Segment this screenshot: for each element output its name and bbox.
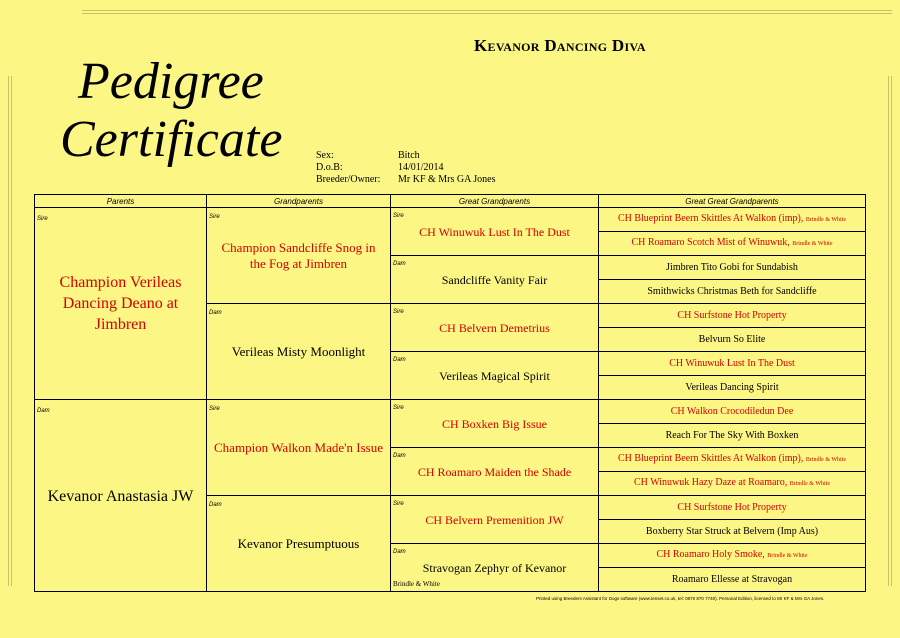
info-value: 14/01/2014 <box>398 162 444 173</box>
role-label: Sire <box>393 405 404 411</box>
colour-note: Brindle & White <box>789 481 830 487</box>
parent-name: Champion Verileas Dancing Deano at Jimbren <box>59 274 182 333</box>
frame-line-top-inner <box>82 13 892 14</box>
great-grandparent-name: CH Belvern Demetrius <box>439 320 550 335</box>
great-great-grandparent-cell <box>599 280 865 304</box>
great-grandparent-name: Sandcliffe Vanity Fair <box>441 272 548 287</box>
great-great-grandparent-cell <box>599 472 865 496</box>
great-great-grandparent-cell <box>599 328 865 352</box>
great-grandparent-name: Verileas Magical Spirit <box>439 368 550 383</box>
great-great-grandparent-cell <box>599 520 865 544</box>
role-label: Dam <box>393 357 406 363</box>
great-great-grandparent-cell <box>599 496 865 520</box>
grandparent-cell <box>207 400 391 496</box>
great-great-grandparent-cell <box>599 352 865 376</box>
great-great-grandparent-name: Verileas Dancing Spirit <box>685 381 779 393</box>
great-great-grandparent-cell <box>599 544 865 568</box>
header-parents: Parents <box>35 195 207 208</box>
great-great-grandparent-cell <box>599 304 865 328</box>
great-great-grandparent-name: Boxberry Star Struck at Belvern (Imp Aus) <box>645 525 819 537</box>
role-label: Dam <box>393 453 406 459</box>
info-value: Mr KF & Mrs GA Jones <box>398 174 496 185</box>
info-value: Bitch <box>398 150 420 161</box>
great-grandparent-name: CH Roamaro Maiden the Shade <box>417 464 572 479</box>
great-grandparent-cell <box>391 304 599 352</box>
parent-name: Kevanor Anastasia JW <box>47 487 194 505</box>
great-great-grandparent-name: Jimbren Tito Gobi for Sundabish <box>666 261 798 273</box>
frame-line-left-inner <box>11 76 12 586</box>
role-label: Sire <box>393 213 404 219</box>
frame-line-right-inner <box>891 76 892 586</box>
role-label: Dam <box>37 408 50 414</box>
role-label: Dam <box>393 261 406 267</box>
colour-note: Brindle & White <box>767 553 808 559</box>
great-great-grandparent-name: CH Roamaro Scotch Mist of Winuwuk, <box>631 237 790 248</box>
dog-name: Kevanor Dancing Diva <box>474 36 646 55</box>
great-great-grandparent-cell <box>599 424 865 448</box>
great-great-grandparent-name: CH Roamaro Holy Smoke, <box>656 549 765 560</box>
colour-note: Brindle & White <box>792 241 833 247</box>
great-great-grandparent-cell <box>599 568 865 592</box>
role-label: Dam <box>209 310 222 316</box>
frame-line-left <box>8 76 9 586</box>
info-label: D.o.B: <box>316 162 343 173</box>
grandparent-name: Champion Sandcliffe Snog in the Fog at Jimbren <box>221 239 376 271</box>
grandparent-cell <box>207 496 391 592</box>
great-grandparent-cell <box>391 208 599 256</box>
info-label: Sex: <box>316 150 334 161</box>
great-great-grandparent-cell <box>599 448 865 472</box>
header-grandparents: Grandparents <box>207 195 391 208</box>
parent-cell <box>35 400 207 592</box>
great-great-grandparent-cell <box>599 400 865 424</box>
great-grandparent-name: CH Belvern Premenition JW <box>425 512 564 527</box>
great-great-grandparent-name: CH Surfstone Hot Property <box>677 501 787 513</box>
role-label: Sire <box>209 406 220 412</box>
great-great-grandparent-name: Belvurn So Elite <box>698 333 766 345</box>
great-great-grandparent-name: CH Blueprint Beern Skittles At Walkon (imp), <box>617 213 804 224</box>
great-grandparent-cell <box>391 400 599 448</box>
great-great-grandparent-cell <box>599 376 865 400</box>
footer-note: Printed using Breeders Assistant for Dogs software (www.tenset.co.uk, tel: 0870 870 7740). Personal Edition, licensed to Mr KF & Mrs GA Jones. <box>536 596 825 601</box>
great-grandparent-name: CH Winuwuk Lust In The Dust <box>419 224 570 239</box>
pedigree-table <box>34 194 866 592</box>
great-grandparent-cell <box>391 496 599 544</box>
great-great-grandparent-name: Reach For The Sky With Boxken <box>665 429 799 441</box>
great-grandparent-cell <box>391 352 599 400</box>
grandparent-name: Champion Walkon Made'n Issue <box>214 439 383 455</box>
parent-cell <box>35 208 207 400</box>
role-label: Sire <box>393 309 404 315</box>
grandparent-cell <box>207 208 391 304</box>
info-label: Breeder/Owner: <box>316 174 381 185</box>
certificate-title-line1: Pedigree <box>78 53 264 110</box>
great-great-grandparent-name: CH Winuwuk Hazy Daze at Roamaro, <box>634 477 788 488</box>
header-great-grandparents: Great Grandparents <box>391 195 599 208</box>
grandparent-name: Kevanor Presumptuous <box>237 536 360 551</box>
role-label: Sire <box>37 216 48 222</box>
colour-note: Brindle & White <box>393 580 440 588</box>
great-great-grandparent-name: CH Blueprint Beern Skittles At Walkon (imp), <box>617 453 804 464</box>
role-label: Dam <box>209 502 222 508</box>
header-great-great-grandparents: Great Great Grandparents <box>599 195 865 208</box>
role-label: Sire <box>393 501 404 507</box>
great-great-grandparent-name: CH Walkon Crocodiledun Dee <box>670 405 794 417</box>
great-grandparent-name: Stravogan Zephyr of Kevanor <box>422 561 567 575</box>
great-great-grandparent-cell <box>599 232 865 256</box>
great-great-grandparent-name: Roamaro Ellesse at Stravogan <box>671 574 793 585</box>
great-grandparent-cell <box>391 544 599 592</box>
dog-info <box>316 150 496 186</box>
frame-line-right <box>888 76 889 586</box>
colour-note: Brindle & White <box>805 217 847 223</box>
great-great-grandparent-name: CH Surfstone Hot Property <box>677 309 787 321</box>
great-great-grandparent-cell <box>599 208 865 232</box>
certificate-title-line2: Certificate <box>60 111 283 168</box>
grandparent-name: Verileas Misty Moonlight <box>231 343 366 359</box>
role-label: Sire <box>209 214 220 220</box>
great-great-grandparent-name: CH Winuwuk Lust In The Dust <box>669 357 795 369</box>
grandparent-cell <box>207 304 391 400</box>
great-grandparent-name: CH Boxken Big Issue <box>442 416 547 431</box>
great-great-grandparent-cell <box>599 256 865 280</box>
colour-note: Brindle & White <box>805 457 847 463</box>
frame-line-top <box>82 10 892 11</box>
great-grandparent-cell <box>391 448 599 496</box>
role-label: Dam <box>393 549 406 555</box>
great-great-grandparent-name: Smithwicks Christmas Beth for Sandcliffe <box>647 285 817 297</box>
great-grandparent-cell <box>391 256 599 304</box>
